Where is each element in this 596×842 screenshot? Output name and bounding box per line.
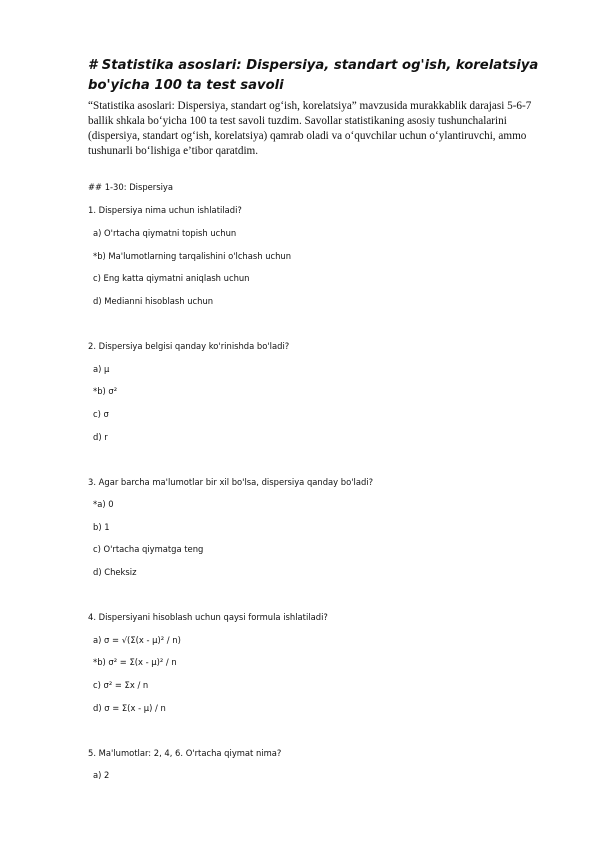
document-title: # Statistika asoslari: Dispersiya, standart og'ish, korelatsiya bo'yicha 100 ta test savoli <box>88 58 539 93</box>
answer-option: a) μ <box>93 364 110 374</box>
section-heading: ## 1-30: Dispersiya <box>88 182 174 192</box>
question-text: 1. Dispersiya nima uchun ishlatiladi? <box>88 205 242 215</box>
answer-option: d) Cheksiz <box>93 567 137 577</box>
question-text: 3. Agar barcha ma'lumotlar bir xil bo'lsa, dispersiya qanday bo'ladi? <box>88 477 374 487</box>
answer-option: c) O'rtacha qiymatga teng <box>93 544 204 554</box>
answer-option: c) σ² = Σx / n <box>93 680 149 690</box>
intro-paragraph: “Statistika asoslari: Dispersiya, standart og‘ish, korelatsiya” mavzusida murakkablik darajasi 5-6-7 ballik shkala bo‘yicha 100 ta test savoli tuzdim. Savollar statistikaning asosiy tushunchalarini (dispersiya, standart og‘ish, korelatsiya) qamrab oladi va o‘quvchilar uchun o‘ylantiruvchi, ammo tushunarli bo‘lishiga e’tibor qaratdim. <box>88 100 532 157</box>
answer-option: d) σ = Σ(x - μ) / n <box>93 703 166 713</box>
question-text: 4. Dispersiyani hisoblash uchun qaysi formula ishlatiladi? <box>88 612 328 622</box>
answer-option: *b) σ² = Σ(x - μ)² / n <box>93 657 177 667</box>
answer-option: *a) 0 <box>93 499 114 509</box>
answer-option: c) σ <box>93 409 109 419</box>
answer-option: a) O'rtacha qiymatni topish uchun <box>93 228 237 238</box>
answer-option: a) σ = √(Σ(x - μ)² / n) <box>93 635 181 645</box>
question-text: 2. Dispersiya belgisi qanday ko'rinishda bo'ladi? <box>88 341 290 351</box>
answer-option: d) r <box>93 432 108 442</box>
question-text: 5. Ma'lumotlar: 2, 4, 6. O'rtacha qiymat nima? <box>88 748 282 758</box>
answer-option: *b) σ² <box>93 386 118 396</box>
answer-option: *b) Ma'lumotlarning tarqalishini o'lchash uchun <box>93 251 292 261</box>
answer-option: d) Medianni hisoblash uchun <box>93 296 214 306</box>
answer-option: b) 1 <box>93 522 110 532</box>
answer-option: c) Eng katta qiymatni aniqlash uchun <box>93 273 250 283</box>
answer-option: a) 2 <box>93 770 110 780</box>
